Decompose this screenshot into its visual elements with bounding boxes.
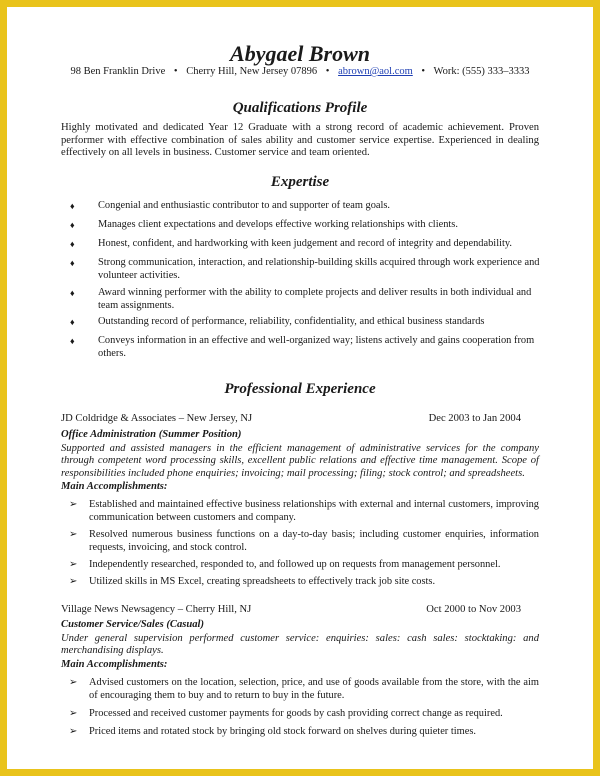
job-employer: JD Coldridge & Associates – New Jersey, NJ — [61, 413, 253, 424]
diamond-bullet-icon: ♦ — [70, 317, 75, 327]
accomplishment-item: ➢ Resolved numerous business functions on a day-to-day basis; including customer enquiries, information requests, invoicing, and stock control. — [69, 529, 539, 553]
expertise-item: ♦ Award winning performer with the ability to complete projects and deliver results in both individual and team assignments. — [70, 287, 532, 311]
diamond-bullet-icon: ♦ — [70, 220, 75, 230]
diamond-bullet-icon: ♦ — [70, 288, 75, 298]
job-header — [61, 604, 521, 615]
expertise-heading: Expertise — [270, 174, 330, 190]
qualifications-text: Highly motivated and dedicated Year 12 Graduate with a strong record of academic achievement. Proven performer with effective combination of sales ability and customer service expertise. Experienced in dealing effectively on all levels in business. Customer service and team oriented. — [61, 122, 539, 159]
expertise-item: ♦ Honest, confident, and hardworking with keen judgement and record of integrity and dependability. — [70, 238, 512, 249]
contact-phone: Work: (555) 333–3333 — [433, 66, 530, 77]
qualifications-heading: Qualifications Profile — [232, 100, 368, 116]
arrow-bullet-icon: ➢ — [69, 529, 78, 540]
job-summary: Under general supervision performed customer service: enquiries: sales: cash sales: stocktaking: and merchandising displays. — [61, 633, 539, 657]
accomplishment-item: ➢ Processed and received customer payments for goods by cash providing correct change as required. — [69, 708, 503, 719]
diamond-bullet-icon: ♦ — [70, 239, 75, 249]
accomplishments-label: Main Accomplishments: — [61, 481, 168, 492]
expertise-item: ♦ Strong communication, interaction, and relationship-building skills acquired through work experience and volunteer activities. — [70, 257, 540, 281]
job-dates: Oct 2000 to Nov 2003 — [426, 604, 521, 615]
resume-page — [7, 7, 593, 769]
separator-bullet: • — [421, 66, 426, 77]
separator-bullet: • — [325, 66, 330, 77]
email-link[interactable]: abrown@aol.com — [338, 66, 413, 77]
contact-line — [7, 66, 593, 77]
job-header — [61, 413, 521, 424]
diamond-bullet-icon: ♦ — [70, 201, 75, 211]
job-dates: Dec 2003 to Jan 2004 — [428, 413, 521, 424]
candidate-name: Abygael Brown — [230, 41, 370, 66]
expertise-item: ♦ Congenial and enthusiastic contributor to and supporter of team goals. — [70, 200, 391, 211]
job-title: Customer Service/Sales (Casual) — [61, 619, 205, 630]
arrow-bullet-icon: ➢ — [69, 559, 78, 570]
arrow-bullet-icon: ➢ — [69, 499, 78, 510]
expertise-item: ♦ Manages client expectations and develops effective working relationships with clients. — [70, 219, 458, 230]
contact-city: Cherry Hill, New Jersey 07896 — [186, 66, 318, 77]
experience-heading: Professional Experience — [224, 381, 376, 397]
arrow-bullet-icon: ➢ — [69, 576, 78, 587]
job-employer: Village News Newsagency – Cherry Hill, NJ — [61, 604, 252, 615]
accomplishment-item: ➢ Established and maintained effective business relationships with external and internal customers, improving communication between customers and company. — [69, 499, 539, 523]
diamond-bullet-icon: ♦ — [70, 258, 75, 268]
accomplishment-item: ➢ Advised customers on the location, selection, price, and use of goods available from the store, with the aim of encouraging them to buy and to return to buy in the future. — [69, 677, 539, 701]
arrow-bullet-icon: ➢ — [69, 726, 78, 737]
accomplishments-label: Main Accomplishments: — [61, 659, 168, 670]
arrow-bullet-icon: ➢ — [69, 708, 78, 719]
job-title: Office Administration (Summer Position) — [61, 429, 242, 440]
diamond-bullet-icon: ♦ — [70, 336, 75, 346]
accomplishment-item: ➢ Independently researched, responded to, and followed up on requests from management personnel. — [69, 559, 501, 570]
accomplishment-item: ➢ Utilized skills in MS Excel, creating spreadsheets to effectively track job site costs. — [69, 576, 436, 587]
arrow-bullet-icon: ➢ — [69, 677, 78, 688]
separator-bullet: • — [173, 66, 178, 77]
job-summary: Supported and assisted managers in the efficient management of administrative services for the company through competent word processing skills, excellent public relations and effective time management. Scope of responsibilities included phone enquiries; invoicing; mail processing; filing; stock control; and spreadsheets. — [61, 443, 539, 479]
accomplishment-item: ➢ Priced items and rotated stock by bringing old stock forward on shelves during quieter times. — [69, 726, 476, 737]
contact-address: 98 Ben Franklin Drive — [70, 66, 166, 77]
expertise-item: ♦ Conveys information in an effective and well-organized way; listens actively and gains cooperation from others. — [70, 335, 535, 359]
expertise-item: ♦ Outstanding record of performance, reliability, confidentiality, and ethical business standards — [70, 316, 485, 327]
